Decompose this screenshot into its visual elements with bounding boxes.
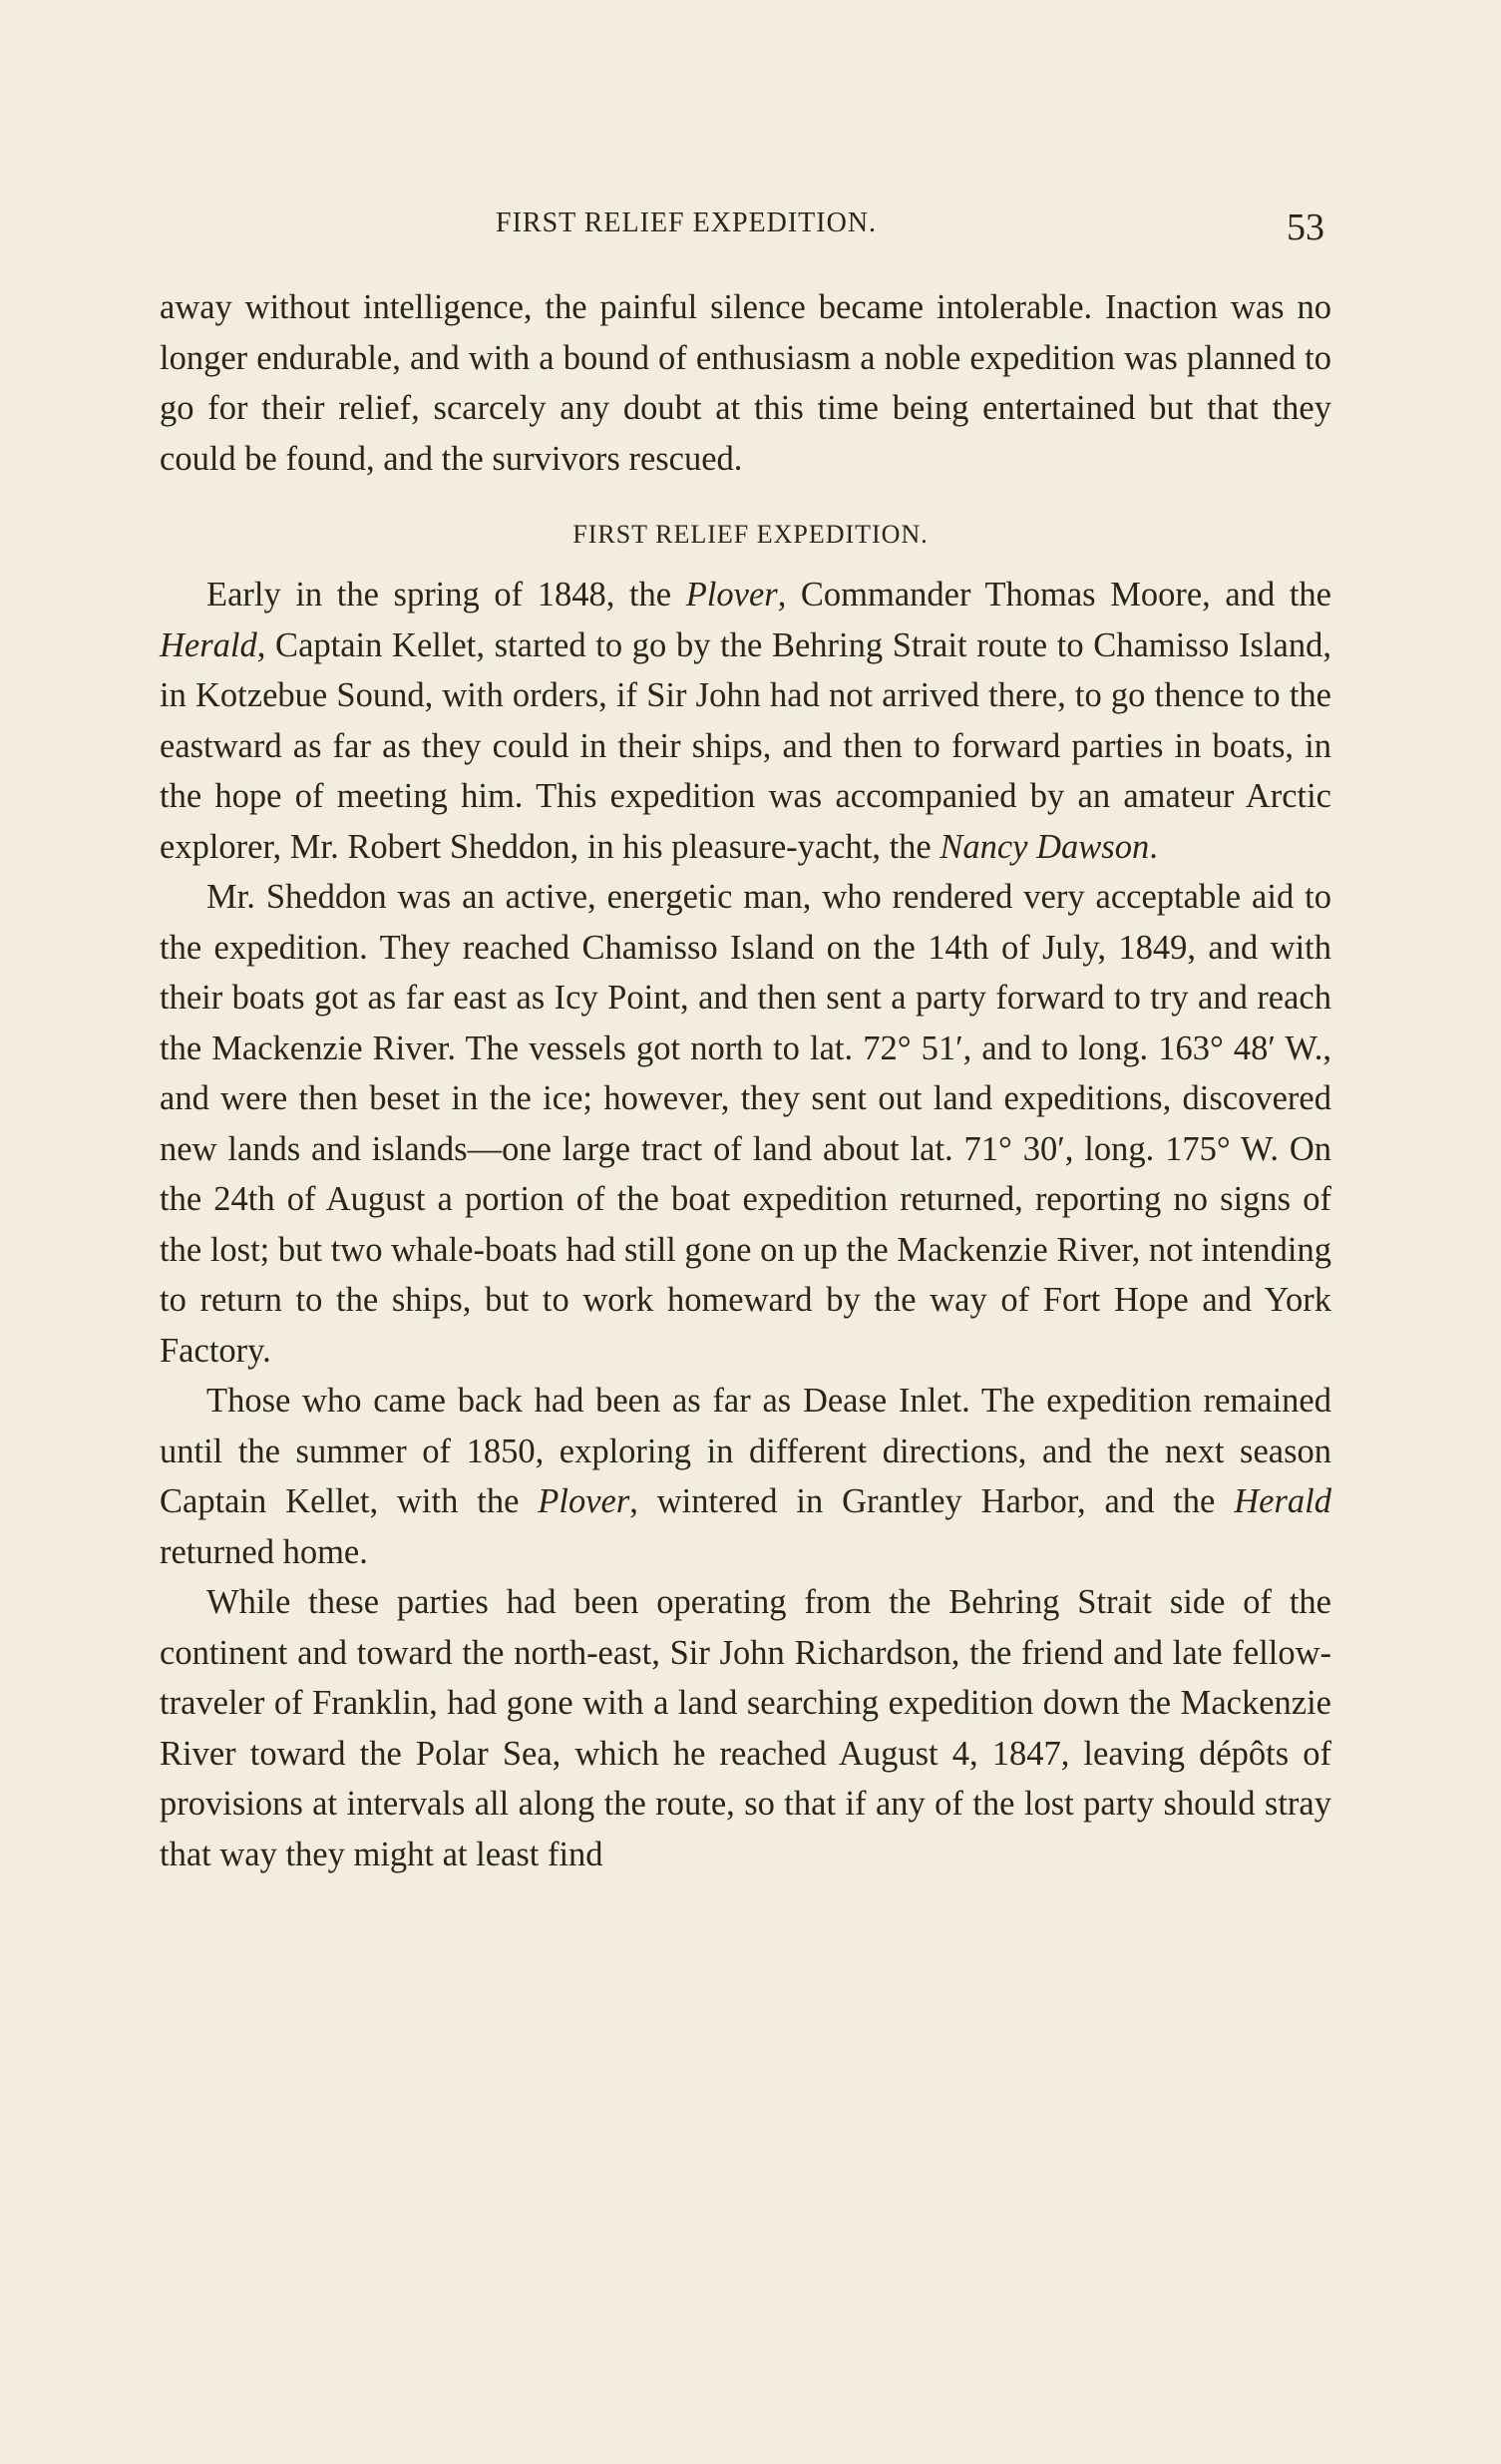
paragraph-first-relief [160,570,1331,872]
paragraph-richardson: While these parties had been operating from the Behring Strait side of the continent and toward the north-east, Sir John Richardson, the friend and late fellow-traveler of Franklin, had gone with a land searching expedition down the Mackenzie River toward the Polar Sea, which he reached August 4, 1847, leaving dépôts of provisions at intervals all along the route, so that if any of the lost party should stray that way they might at least find [160,1583,1331,1873]
running-head [0,207,1501,247]
ship-name-plover: Plover [685,576,778,614]
page-number: 53 [1287,206,1324,248]
body-text [160,282,1331,1879]
paragraph-dease-inlet [160,1376,1331,1577]
text-run: returned home. [160,1532,368,1571]
text-run: , wintered in Grantley Harbor, and the [629,1482,1235,1520]
text-run: , Captain Kellet, started to go by the Behring Strait route to Chamisso Island, in Kotzebue Sound, with orders, if Sir John had not arrived there, to go thence to the eastward as far as they could in their ships, and then to forward parties in boats, in the hope of meeting him. This expedition was accompanied by an amateur Arctic explorer, Mr. Robert Sheddon, in his pleasure-yacht, the [160,625,1331,866]
text-run: , Commander Thomas Moore, and the [777,576,1331,614]
section-heading: FIRST RELIEF EXPEDITION. [572,520,929,549]
ship-name-plover: Plover [538,1482,630,1520]
running-title: FIRST RELIEF EXPEDITION. [496,207,878,238]
text-run: Early in the spring of 1848, the [206,576,686,614]
text-run: Those who came back had been as far as Dease Inlet. The expedition remained until the summer of 1850, exploring in different directions, and the next season Captain Kellet, with the [160,1382,1331,1520]
yacht-name: Nancy Dawson [939,827,1150,866]
text-run: . [1149,827,1158,866]
paragraph-continued: away without intelligence, the painful silence became intolerable. Inaction was no longer endurable, and with a bound of enthusiasm a noble expedition was planned to go for their relief, scarcely any doubt at this time being entertained but that they could be found, and the survivors rescued. [160,288,1331,478]
paragraph-sheddon: Mr. Sheddon was an active, energetic man, who rendered very acceptable aid to the expedition. They reached Chamisso Island on the 14th of July, 1849, and with their boats got as far east as Icy Point, and then sent a party forward to try and reach the Mackenzie River. The vessels got north to lat. 72° 51′, and to long. 163° 48′ W., and were then beset in the ice; however, they sent out land expeditions, discovered new lands and islands—one large tract of land about lat. 71° 30′, long. 175° W. On the 24th of August a portion of the boat expedition returned, reporting no signs of the lost; but two whale-boats had still gone on up the Mackenzie River, not intending to return to the ships, but to work homeward by the way of Fort Hope and York Factory. [160,878,1331,1370]
ship-name-herald: Herald [1234,1482,1331,1520]
ship-name-herald: Herald [160,625,257,664]
